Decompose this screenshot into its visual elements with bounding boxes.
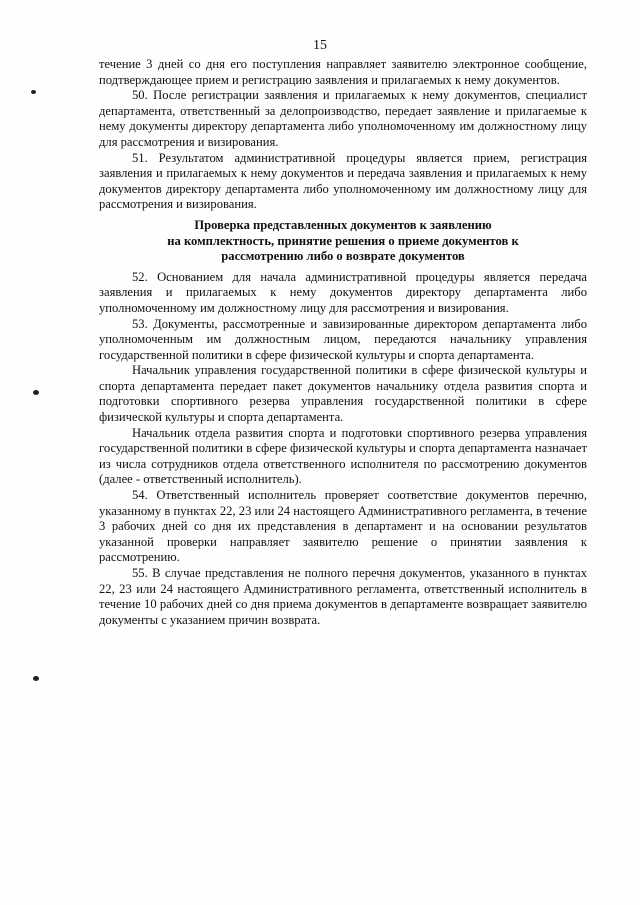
paragraph: течение 3 дней со дня его поступления направляет заявителю электронное сообщение, подтверждающее прием и регистрацию заявления и прилагаемых к нему документов. xyxy=(99,57,587,87)
paragraph: 51. Результатом административной процедуры является прием, регистрация заявления и прилагаемых к нему документов и передача заявления и прилагаемых к нему документов директору департамента либо уполномоченному им должностному лицу для рассмотрения и визирования. xyxy=(99,150,587,212)
paragraph: 54. Ответственный исполнитель проверяет соответствие документов перечню, указанному в пунктах 22, 23 или 24 настоящего Административного регламента, в течение 3 рабочих дней со дня их представления в департамент и на основании результатов указанной проверки направляет заявителю решение о принятии заявления к рассмотрению. xyxy=(99,488,587,565)
heading-line: на комплектность, принятие решения о приеме документов к xyxy=(167,233,519,248)
scan-mark-top xyxy=(31,90,36,94)
section-heading xyxy=(99,218,587,265)
paragraph: 52. Основанием для начала административной процедуры является передача заявления и прилагаемых к нему документов директору департамента либо уполномоченному им должностному лицу для рассмотрения и визирования. xyxy=(99,269,587,315)
paragraph: 55. В случае представления не полного перечня документов, указанного в пунктах 22, 23 или 24 настоящего Административного регламента, ответственный исполнитель в течение 10 рабочих дней со дня приема документов в департаменте возвращает заявителю документы с указанием причин возврата. xyxy=(99,566,587,627)
document-body xyxy=(99,57,587,628)
heading-line: Проверка представленных документов к заявлению xyxy=(194,217,492,232)
paragraph: 53. Документы, рассмотренные и завизированные директором департамента либо уполномоченным им должностным лицом, передаются начальнику управления государственной политики в сфере физической культуры и спорта департамента. xyxy=(99,316,587,362)
paragraph: 50. После регистрации заявления и прилагаемых к нему документов, специалист департамента, ответственный за делопроизводство, передает заявление и прилагаемые к нему документы директору департамента либо уполномоченному им должностному лицу для рассмотрения и визирования. xyxy=(99,88,587,149)
page-number: 15 xyxy=(313,38,327,53)
paragraph: Начальник управления государственной политики в сфере физической культуры и спорта департамента передает пакет документов начальнику отдела развития спорта и подготовки спортивного резерва управления государственной политики в сфере физической культуры и спорта департамента. xyxy=(99,363,587,425)
paragraph: Начальник отдела развития спорта и подготовки спортивного резерва управления государственной политики в сфере физической культуры и спорта департамента назначает из числа сотрудников отдела ответственного исполнителя по рассмотрению документов (далее - ответственный исполнитель). xyxy=(99,425,587,487)
scan-mark-middle xyxy=(33,390,39,395)
heading-line: рассмотрению либо о возврате документов xyxy=(221,249,465,264)
scan-mark-bottom xyxy=(33,676,39,681)
